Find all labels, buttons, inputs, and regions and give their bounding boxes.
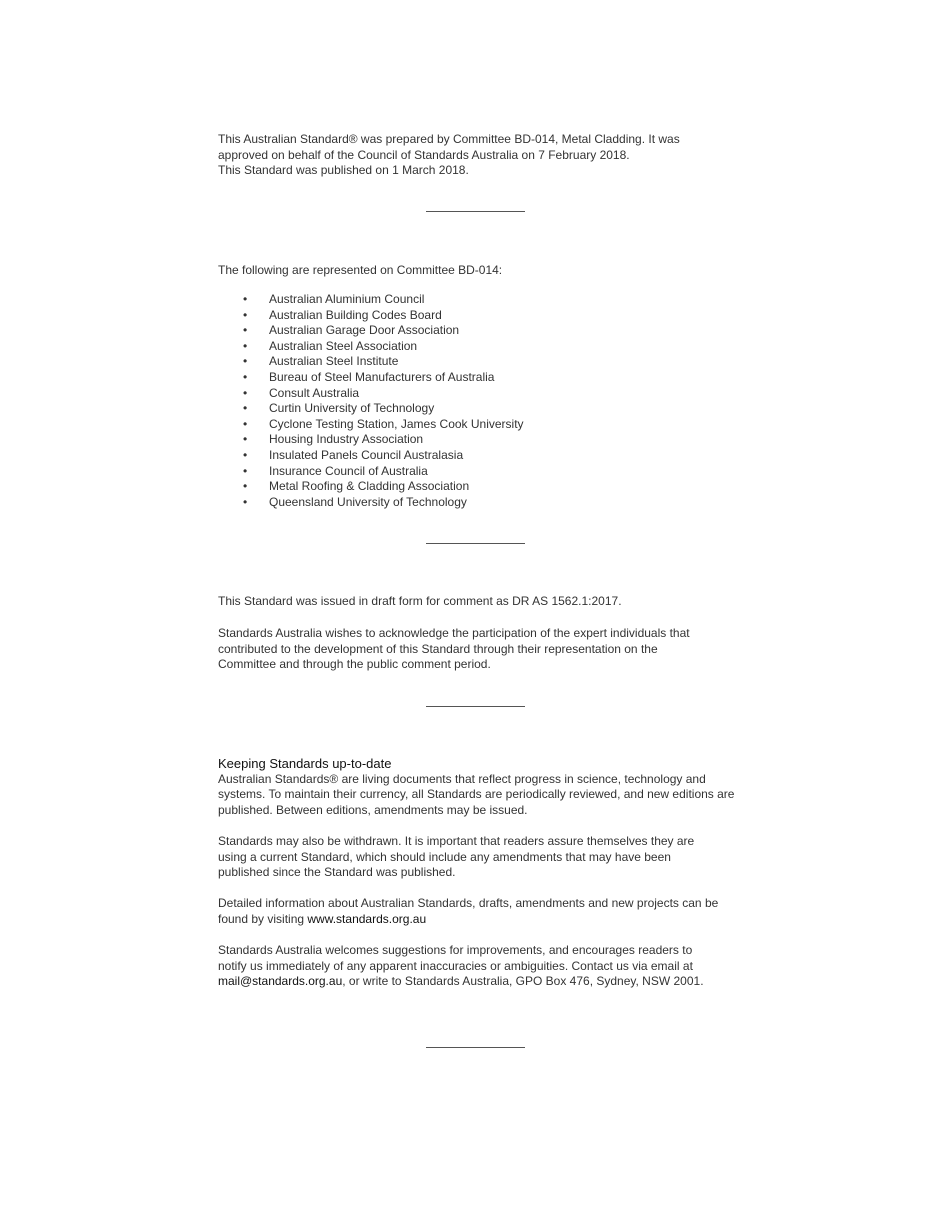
list-item: • Australian Aluminium Council [218, 292, 524, 308]
paragraph-text: Standards Australia welcomes suggestions for improvements, and encourages readers to notify us immediately of any apparent inaccuracies or ambiguities. Contact us via email at [218, 943, 693, 973]
paragraph: Standards may also be withdrawn. It is important that readers assure themselves they are using a current Standard, which should include any amendments that may have been published since the Standard was published. [218, 833, 695, 880]
list-item: • Housing Industry Association [218, 432, 524, 448]
acknowledgement-paragraph: Standards Australia wishes to acknowledge the participation of the expert individuals that contributed to the development of this Standard through their representation on the Committee and through the public comment period. [218, 626, 690, 672]
list-item: • Australian Building Codes Board [218, 308, 524, 324]
section-divider [426, 1047, 525, 1048]
list-item: • Consult Australia [218, 386, 524, 402]
list-item: • Australian Garage Door Association [218, 323, 524, 339]
list-item: • Queensland University of Technology [218, 495, 524, 511]
website-link[interactable]: www.standards.org.au [307, 911, 427, 926]
committee-member-list [218, 292, 524, 510]
list-item: • Cyclone Testing Station, James Cook University [218, 417, 524, 433]
paragraph [218, 943, 723, 990]
publication-line: This Standard was published on 1 March 2018. [218, 163, 469, 178]
preparation-statement [218, 132, 758, 179]
draft-statement: This Standard was issued in draft form for comment as DR AS 1562.1:2017. [218, 594, 622, 608]
paragraph-text: Detailed information about Australian Standards, drafts, amendments and new projects can be found by visiting [218, 896, 719, 926]
email-link[interactable]: mail@standards.org.au [218, 974, 343, 989]
paragraph [218, 896, 723, 927]
paragraph: Australian Standards® are living documents that reflect progress in science, technology and systems. To maintain their currency, all Standards are periodically reviewed, and new editions are published. Between editions, amendments may be issued. [218, 771, 735, 817]
keeping-up-to-date-section [218, 756, 738, 990]
preparation-line: This Australian Standard® was prepared by Committee BD-014, Metal Cladding. It was [218, 132, 680, 146]
list-item: • Curtin University of Technology [218, 401, 524, 417]
section-divider [426, 706, 525, 707]
list-item: • Australian Steel Institute [218, 354, 524, 370]
list-item: • Metal Roofing & Cladding Association [218, 479, 524, 495]
section-heading: Keeping Standards up-to-date [218, 756, 392, 771]
list-item: • Bureau of Steel Manufacturers of Australia [218, 370, 524, 386]
paragraph-text: , or write to Standards Australia, GPO Box 476, Sydney, NSW 2001. [342, 974, 704, 989]
section-divider [426, 211, 525, 212]
list-item: • Insurance Council of Australia [218, 464, 524, 480]
committee-intro: The following are represented on Committee BD-014: [218, 263, 503, 277]
list-item: • Insulated Panels Council Australasia [218, 448, 524, 464]
section-divider [426, 543, 525, 544]
approval-line: approved on behalf of the Council of Standards Australia on 7 February 2018. [218, 147, 630, 162]
list-item: • Australian Steel Association [218, 339, 524, 355]
